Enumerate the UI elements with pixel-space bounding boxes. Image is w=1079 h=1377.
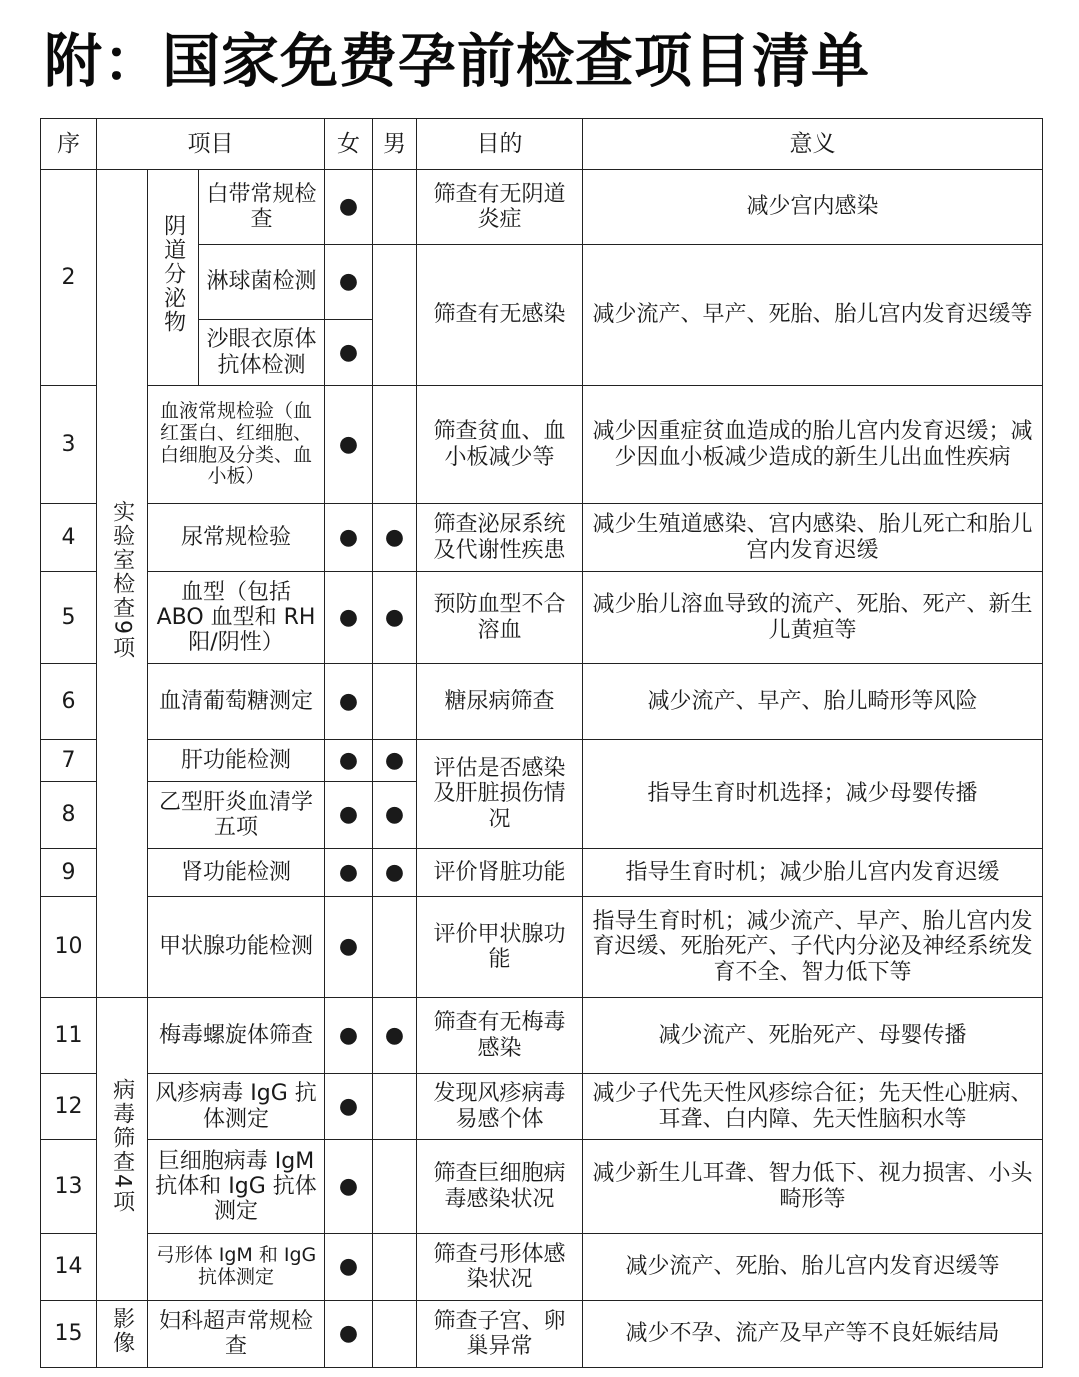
item-cell: 巨细胞病毒 IgM 抗体和 IgG 抗体测定 <box>148 1140 325 1234</box>
seq-cell: 13 <box>41 1140 97 1234</box>
item-cell: 沙眼衣原体抗体检测 <box>199 320 325 386</box>
seq-cell: 7 <box>41 740 97 782</box>
page-title: 附：国家免费孕前检查项目清单 <box>44 27 871 95</box>
item-cell: 肾功能检测 <box>148 849 325 897</box>
group-virus-label: 病毒筛查4项 <box>109 1077 135 1214</box>
item-cell: 血清葡萄糖测定 <box>148 664 325 740</box>
purpose-cell: 筛查弓形体感染状况 <box>417 1234 583 1301</box>
meaning-cell: 指导生育时机；减少胎儿宫内发育迟缓 <box>583 849 1043 897</box>
female-dot: ● <box>325 849 373 897</box>
header-female: 女 <box>325 119 373 170</box>
seq-cell: 2 <box>41 170 97 386</box>
table-row <box>41 740 1043 782</box>
female-dot: ● <box>325 1301 373 1368</box>
male-empty <box>373 1140 417 1234</box>
header-male: 男 <box>373 119 417 170</box>
item-cell: 乙型肝炎血清学五项 <box>148 782 325 849</box>
table-row <box>41 664 1043 740</box>
header-row <box>41 119 1043 170</box>
meaning-cell: 减少生殖道感染、宫内感染、胎儿死亡和胎儿宫内发育迟缓 <box>583 504 1043 572</box>
seq-cell: 11 <box>41 998 97 1074</box>
seq-cell: 9 <box>41 849 97 897</box>
meaning-cell: 减少不孕、流产及早产等不良妊娠结局 <box>583 1301 1043 1368</box>
meaning-cell: 减少因重症贫血造成的胎儿宫内发育迟缓；减少因血小板减少造成的新生儿出血性疾病 <box>583 386 1043 504</box>
table-row <box>41 849 1043 897</box>
group-vaginal-label: 阴道分泌物 <box>160 214 186 335</box>
purpose-cell: 评价甲状腺功能 <box>417 897 583 998</box>
seq-cell: 6 <box>41 664 97 740</box>
purpose-cell: 筛查泌尿系统及代谢性疾患 <box>417 504 583 572</box>
female-dot: ● <box>325 386 373 504</box>
male-dot: ● <box>373 849 417 897</box>
male-empty <box>373 170 417 245</box>
table-row <box>41 1140 1043 1234</box>
group-imaging-label: 影像 <box>109 1306 135 1355</box>
item-cell: 尿常规检验 <box>148 504 325 572</box>
male-empty <box>373 1301 417 1368</box>
male-empty <box>373 897 417 998</box>
purpose-cell: 评估是否感染及肝脏损伤情况 <box>417 740 583 849</box>
female-dot: ● <box>325 245 373 320</box>
seq-cell: 10 <box>41 897 97 998</box>
header-meaning: 意义 <box>583 119 1043 170</box>
male-empty <box>373 1234 417 1301</box>
female-dot: ● <box>325 170 373 245</box>
item-cell: 白带常规检查 <box>199 170 325 245</box>
item-cell: 弓形体 IgM 和 IgG 抗体测定 <box>148 1234 325 1301</box>
meaning-cell: 减少子代先天性风疹综合征；先天性心脏病、耳聋、白内障、先天性脑积水等 <box>583 1074 1043 1140</box>
exam-table <box>40 118 1043 1368</box>
purpose-cell: 评价肾脏功能 <box>417 849 583 897</box>
male-empty <box>373 386 417 504</box>
purpose-cell: 筛查有无感染 <box>417 245 583 386</box>
female-dot: ● <box>325 740 373 782</box>
seq-cell: 12 <box>41 1074 97 1140</box>
male-dot: ● <box>373 998 417 1074</box>
group-lab-label: 实验室检查9项 <box>109 500 135 661</box>
seq-cell: 15 <box>41 1301 97 1368</box>
item-cell: 甲状腺功能检测 <box>148 897 325 998</box>
item-cell: 妇科超声常规检查 <box>148 1301 325 1368</box>
meaning-cell: 指导生育时机选择；减少母婴传播 <box>583 740 1043 849</box>
group-vaginal <box>148 170 199 386</box>
item-cell: 淋球菌检测 <box>199 245 325 320</box>
purpose-cell: 筛查贫血、血小板减少等 <box>417 386 583 504</box>
purpose-cell: 发现风疹病毒易感个体 <box>417 1074 583 1140</box>
female-dot: ● <box>325 1234 373 1301</box>
table-row <box>41 504 1043 572</box>
group-imaging <box>97 1301 148 1368</box>
female-dot: ● <box>325 998 373 1074</box>
seq-cell: 3 <box>41 386 97 504</box>
item-cell: 肝功能检测 <box>148 740 325 782</box>
table-row <box>41 1074 1043 1140</box>
male-dot: ● <box>373 740 417 782</box>
header-seq: 序 <box>41 119 97 170</box>
male-dot: ● <box>373 504 417 572</box>
female-dot: ● <box>325 1074 373 1140</box>
female-dot: ● <box>325 782 373 849</box>
meaning-cell: 减少流产、死胎、胎儿宫内发育迟缓等 <box>583 1234 1043 1301</box>
table-row <box>41 998 1043 1074</box>
female-dot: ● <box>325 897 373 998</box>
table-row <box>41 572 1043 664</box>
purpose-cell: 糖尿病筛查 <box>417 664 583 740</box>
meaning-cell: 减少胎儿溶血导致的流产、死胎、死产、新生儿黄疸等 <box>583 572 1043 664</box>
meaning-cell: 减少流产、早产、胎儿畸形等风险 <box>583 664 1043 740</box>
table-row <box>41 170 1043 245</box>
meaning-cell: 减少流产、早产、死胎、胎儿宫内发育迟缓等 <box>583 245 1043 386</box>
meaning-cell: 指导生育时机；减少流产、早产、胎儿宫内发育迟缓、死胎死产、子代内分泌及神经系统发育不全、智力低下等 <box>583 897 1043 998</box>
female-dot: ● <box>325 572 373 664</box>
item-cell: 梅毒螺旋体筛查 <box>148 998 325 1074</box>
item-cell: 血型（包括 ABO 血型和 RH 阳/阴性） <box>148 572 325 664</box>
purpose-cell: 预防血型不合溶血 <box>417 572 583 664</box>
female-dot: ● <box>325 664 373 740</box>
item-cell: 血液常规检验（血红蛋白、红细胞、白细胞及分类、血小板） <box>148 386 325 504</box>
seq-cell: 8 <box>41 782 97 849</box>
table-row <box>41 897 1043 998</box>
meaning-cell: 减少流产、死胎死产、母婴传播 <box>583 998 1043 1074</box>
seq-cell: 5 <box>41 572 97 664</box>
group-lab <box>97 170 148 998</box>
purpose-cell: 筛查有无阴道炎症 <box>417 170 583 245</box>
female-dot: ● <box>325 1140 373 1234</box>
item-cell: 风疹病毒 IgG 抗体测定 <box>148 1074 325 1140</box>
male-dot: ● <box>373 572 417 664</box>
seq-cell: 14 <box>41 1234 97 1301</box>
header-item: 项目 <box>97 119 325 170</box>
table-row <box>41 1301 1043 1368</box>
female-dot: ● <box>325 320 373 386</box>
female-dot: ● <box>325 504 373 572</box>
group-virus <box>97 998 148 1301</box>
male-empty <box>373 1074 417 1140</box>
male-dot: ● <box>373 782 417 849</box>
purpose-cell: 筛查有无梅毒感染 <box>417 998 583 1074</box>
male-empty <box>373 245 417 386</box>
meaning-cell: 减少新生儿耳聋、智力低下、视力损害、小头畸形等 <box>583 1140 1043 1234</box>
seq-cell: 4 <box>41 504 97 572</box>
meaning-cell: 减少宫内感染 <box>583 170 1043 245</box>
header-purpose: 目的 <box>417 119 583 170</box>
male-empty <box>373 664 417 740</box>
table-row <box>41 386 1043 504</box>
purpose-cell: 筛查巨细胞病毒感染状况 <box>417 1140 583 1234</box>
purpose-cell: 筛查子宫、卵巢异常 <box>417 1301 583 1368</box>
table-row <box>41 1234 1043 1301</box>
